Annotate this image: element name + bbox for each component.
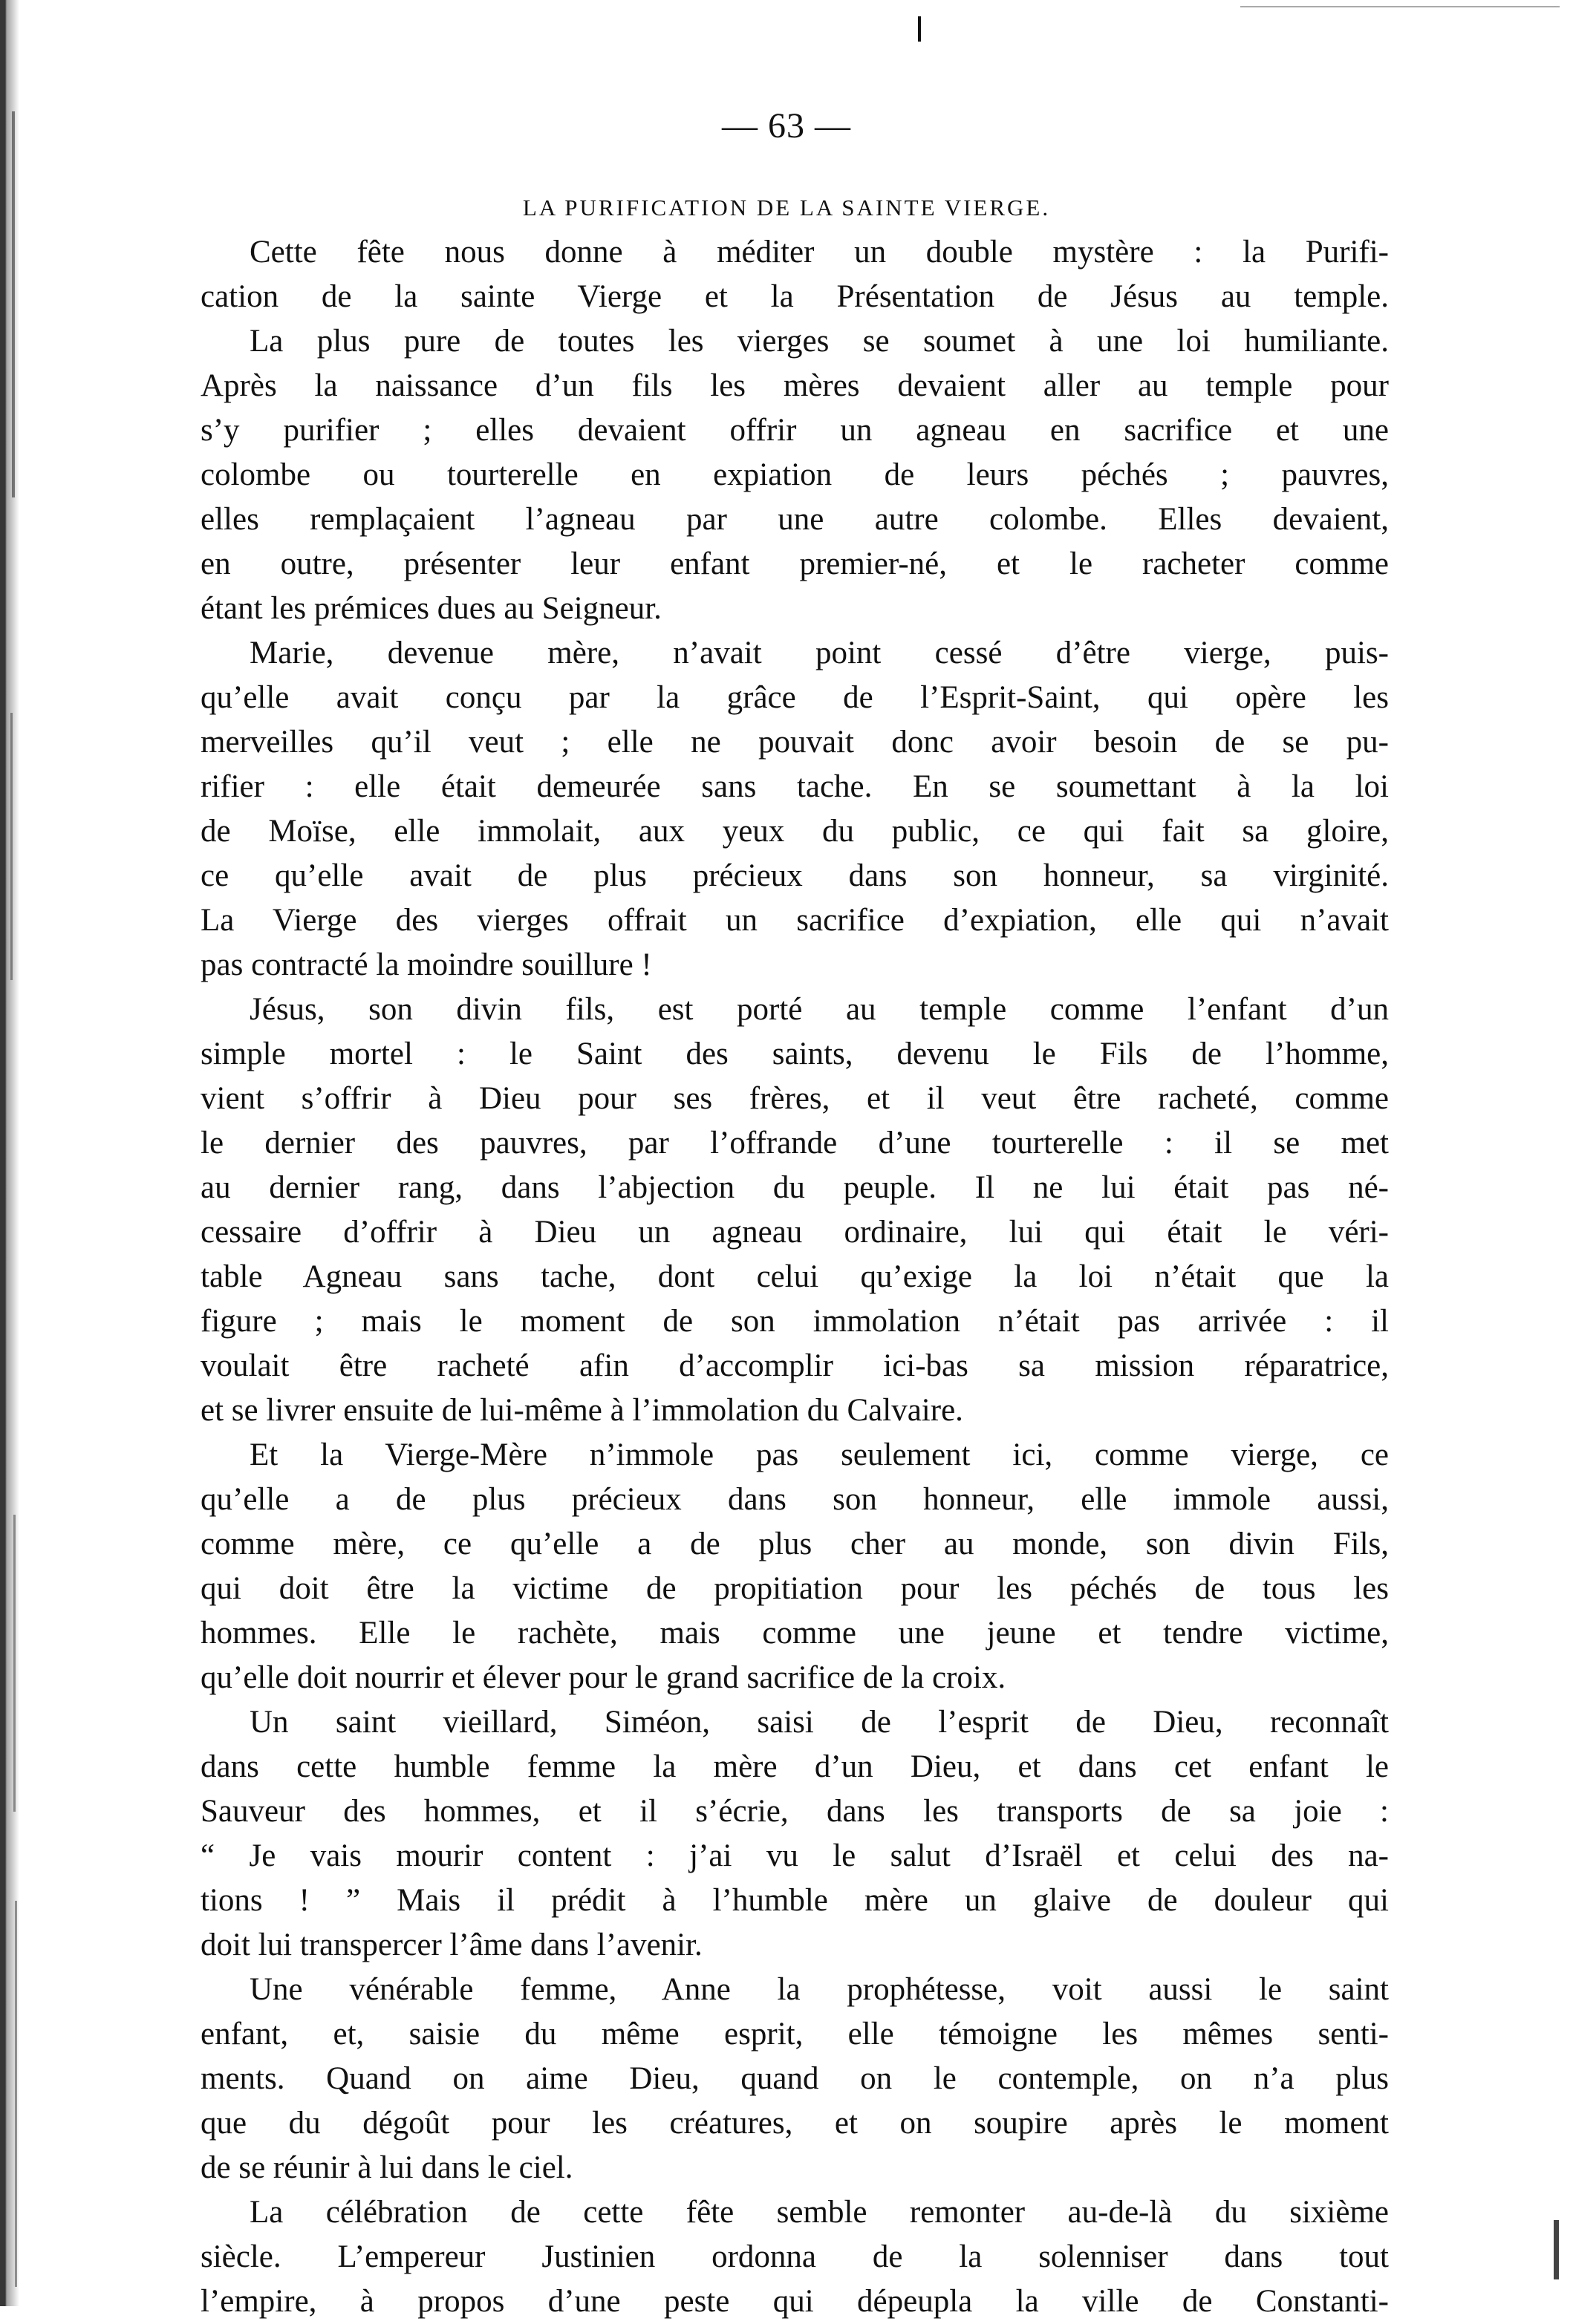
- text-line: Cette fête nous donne à méditer un double mystère : la Purifi-: [250, 235, 1389, 270]
- text-line: La célébration de cette fête semble remonter au-de-là du sixième: [250, 2195, 1389, 2230]
- text-line: siècle. L’empereur Justinien ordonna de la solenniser dans tout: [201, 2239, 1389, 2274]
- text-line: et se livrer ensuite de lui-même à l’immolation du Calvaire.: [201, 1393, 963, 1428]
- text-line: s’y purifier ; elles devaient offrir un agneau en sacrifice et une: [201, 413, 1389, 448]
- text-line: Et la Vierge-Mère n’immole pas seulement ici, comme vierge, ce: [250, 1437, 1389, 1472]
- text-line: merveilles qu’il veut ; elle ne pouvait donc avoir besoin de se pu-: [201, 725, 1389, 760]
- paragraph: [201, 1433, 1389, 1700]
- paragraph: [201, 988, 1389, 1433]
- text-line: Marie, devenue mère, n’avait point cessé d’être vierge, puis-: [250, 636, 1389, 670]
- scan-edge-mark: [15, 1901, 17, 2287]
- text-line: rifier : elle était demeurée sans tache. En se soumettant à la loi: [201, 769, 1389, 804]
- text-line: Jésus, son divin fils, est porté au temple comme l’enfant d’un: [250, 992, 1389, 1027]
- text-line: table Agneau sans tache, dont celui qu’exige la loi n’était que la: [201, 1259, 1389, 1294]
- text-line: enfant, et, saisie du même esprit, elle témoigne les mêmes senti-: [201, 2017, 1389, 2052]
- text-line: vient s’offrir à Dieu pour ses frères, et il veut être racheté, comme: [201, 1081, 1389, 1116]
- paragraph: [201, 1700, 1389, 1968]
- text-line: cation de la sainte Vierge et la Présentation de Jésus au temple.: [201, 279, 1389, 314]
- text-line: cessaire d’offrir à Dieu un agneau ordinaire, lui qui était le véri-: [201, 1215, 1389, 1250]
- text-line: que du dégoût pour les créatures, et on soupire après le moment: [201, 2106, 1389, 2141]
- text-line: colombe ou tourterelle en expiation de leurs péchés ; pauvres,: [201, 457, 1389, 492]
- text-line: Après la naissance d’un fils les mères devaient aller au temple pour: [201, 368, 1389, 403]
- text-line: voulait être racheté afin d’accomplir ici-bas sa mission réparatrice,: [201, 1348, 1389, 1383]
- page-body: [201, 230, 1389, 2324]
- text-line: l’empire, à propos d’une peste qui dépeupla la ville de Constanti-: [201, 2284, 1389, 2319]
- paragraph: [201, 230, 1389, 631]
- text-line: elles remplaçaient l’agneau par une autre colombe. Elles devaient,: [201, 502, 1389, 537]
- scan-top-line: [1240, 6, 1560, 7]
- text-line: ments. Quand on aime Dieu, quand on le contemple, on n’a plus: [201, 2061, 1389, 2096]
- scan-edge-mark: [1554, 2220, 1559, 2279]
- text-line: Une vénérable femme, Anne la prophétesse, voit aussi le saint: [250, 1972, 1389, 2007]
- text-line: figure ; mais le moment de son immolation n’était pas arrivée : il: [201, 1304, 1389, 1339]
- text-line: qu’elle a de plus précieux dans son honneur, elle immole aussi,: [201, 1482, 1389, 1517]
- chapter-title: LA PURIFICATION DE LA SAINTE VIERGE.: [522, 195, 1051, 221]
- scan-edge-mark: [13, 1515, 16, 1812]
- page-number: — 63 —: [722, 106, 851, 146]
- text-line: simple mortel : le Saint des saints, devenu le Fils de l’homme,: [201, 1037, 1389, 1071]
- text-line: le dernier des pauvres, par l’offrande d’une tourterelle : il se met: [201, 1126, 1389, 1161]
- text-line: de Moïse, elle immolait, aux yeux du public, ce qui fait sa gloire,: [201, 814, 1389, 849]
- text-line: qu’elle avait conçu par la grâce de l’Esprit-Saint, qui opère les: [201, 680, 1389, 715]
- paragraph: [201, 2190, 1389, 2324]
- paragraph: [201, 1968, 1389, 2190]
- text-line: en outre, présenter leur enfant premier-né, et le racheter comme: [201, 546, 1389, 581]
- text-line: comme mère, ce qu’elle a de plus cher au monde, son divin Fils,: [201, 1527, 1389, 1561]
- text-line: Sauveur des hommes, et il s’écrie, dans les transports de sa joie :: [201, 1794, 1389, 1829]
- scan-top-mark: [918, 16, 921, 42]
- text-line: au dernier rang, dans l’abjection du peuple. Il ne lui était pas né-: [201, 1170, 1389, 1205]
- text-line: de se réunir à lui dans le ciel.: [201, 2150, 573, 2185]
- text-line: qu’elle doit nourrir et élever pour le grand sacrifice de la croix.: [201, 1660, 1006, 1695]
- text-line: hommes. Elle le rachète, mais comme une jeune et tendre victime,: [201, 1616, 1389, 1651]
- text-line: La plus pure de toutes les vierges se soumet à une loi humiliante.: [250, 324, 1389, 359]
- text-line: Un saint vieillard, Siméon, saisi de l’esprit de Dieu, reconnaît: [250, 1705, 1389, 1740]
- paragraph: [201, 631, 1389, 988]
- text-line: doit lui transpercer l’âme dans l’avenir.: [201, 1928, 703, 1962]
- text-line: dans cette humble femme la mère d’un Dieu, et dans cet enfant le: [201, 1749, 1389, 1784]
- text-line: qui doit être la victime de propitiation pour les péchés de tous les: [201, 1571, 1389, 1606]
- text-line: ce qu’elle avait de plus précieux dans son honneur, sa virginité.: [201, 858, 1389, 893]
- text-line: pas contracté la moindre souillure !: [201, 947, 652, 982]
- scan-edge-mark: [12, 111, 15, 497]
- text-line: La Vierge des vierges offrait un sacrifice d’expiation, elle qui n’avait: [201, 903, 1389, 938]
- text-line: tions ! ” Mais il prédit à l’humble mère un glaive de douleur qui: [201, 1883, 1389, 1918]
- text-line: “ Je vais mourir content : j’ai vu le salut d’Israël et celui des na-: [201, 1838, 1389, 1873]
- text-line: étant les prémices dues au Seigneur.: [201, 591, 662, 626]
- scan-edge-mark: [10, 713, 13, 980]
